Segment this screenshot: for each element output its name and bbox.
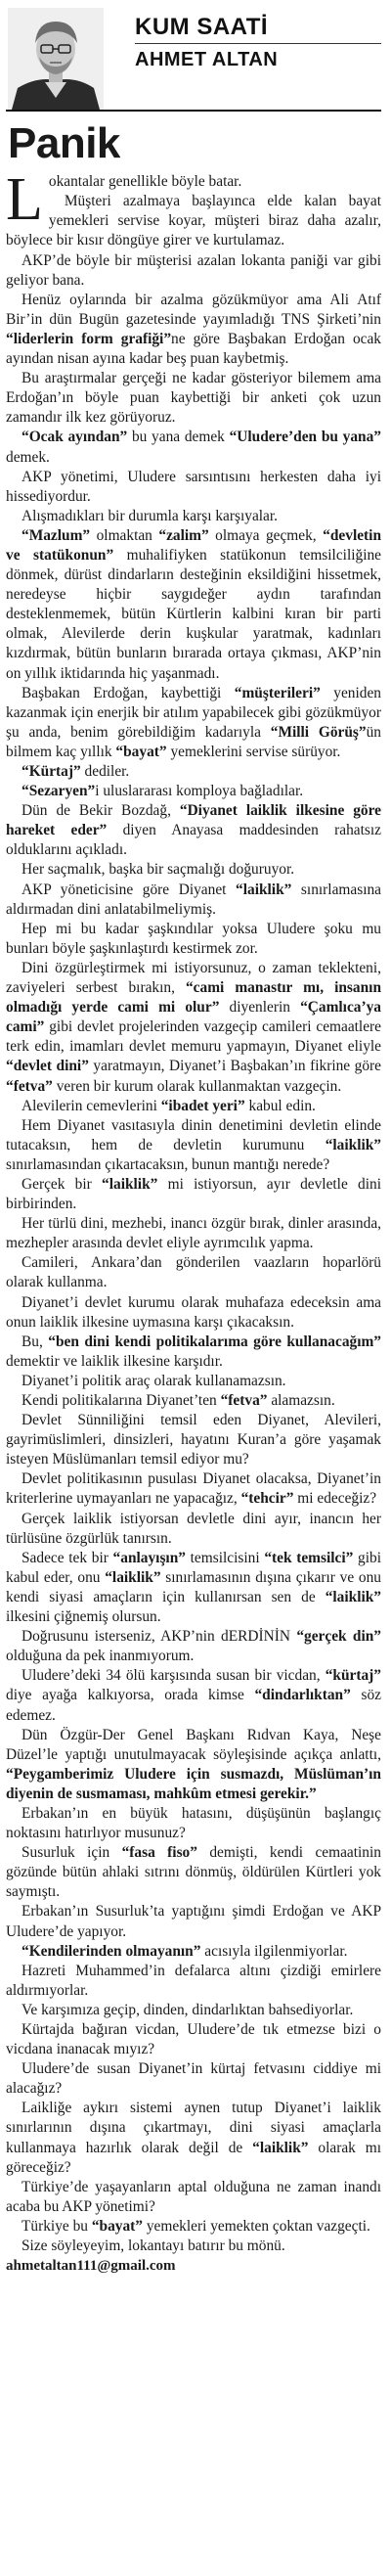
article-paragraph — [6, 428, 381, 467]
paragraph-text: olmaya geçmek, — [208, 526, 324, 544]
paragraph-text: mi edeceğiz? — [293, 1490, 377, 1508]
article-paragraph — [6, 2217, 381, 2237]
paragraph-text: Dün Özgür-Der Genel Başkanı Rıdvan Kaya, Neşe Düzel’le yaptığı unutulmayacak söyleşisinde açıkça anlattı, — [6, 1726, 381, 1763]
article-title: Panik — [8, 119, 120, 167]
article-paragraph — [6, 801, 381, 860]
paragraph-text: Doğrusunu isterseniz, AKP’nin dERDİNİN — [22, 1628, 297, 1646]
article-paragraph — [6, 1510, 381, 1549]
article-paragraph — [6, 291, 381, 369]
paragraph-text: Laikliğe aykırı sistemi aynen tutup Diyanet’i laiklik sınırlarının dışına çıkartmayı, dini siyasi amaçlarla kullanmaya hazırlık olarak değil de — [6, 2100, 381, 2156]
paragraph-text: Gerçek bir — [22, 1175, 103, 1193]
emphasis-text: “fasa fiso” — [121, 1844, 197, 1862]
drop-cap: L — [6, 166, 43, 234]
article-body — [6, 166, 382, 2256]
paragraph-text: sınırlamasının dışına çıkarır ve onu kendi siyasi amaçların için kullanırsan sen de — [6, 1568, 381, 1605]
article-paragraph — [6, 1333, 381, 1372]
emphasis-text: “laiklik” — [252, 2139, 309, 2156]
article-paragraph — [6, 1116, 381, 1175]
paragraph-text: Dini özgürleştirmek mi istiyorsunuz, o zaman teklekteni, zaviyeleri serbest bırakın, — [6, 959, 381, 997]
paragraph-text: demek. — [6, 448, 50, 466]
emphasis-text: “gerçek din” — [296, 1628, 381, 1646]
article-paragraph — [6, 1372, 381, 1391]
paragraph-text: demişti, kendi cemaatinin gözünde bütün ahlaki sıtrını dönmüş, öldürülen Kürtleri yok saymıştı. — [6, 1844, 381, 1901]
paragraph-text: demektir ve laiklik ilkesine karşıdır. — [6, 1352, 223, 1370]
paragraph-text: AKP yönetimi, Uludere sarsıntısını herkesten daha iyi hissediyordur. — [6, 468, 381, 505]
article-paragraph — [6, 1097, 381, 1116]
article-paragraph — [6, 468, 381, 507]
paragraph-text: Müşteri azalmaya başlayınca elde kalan bayat yemekleri servise koyar, müşteri biraz daha azalır, böylece bir kısır döngüye girer ve kurtulamaz. — [6, 193, 381, 249]
paragraph-text: Alevilerin cemevlerini — [22, 1097, 161, 1114]
emphasis-text: “ibadet yeri” — [160, 1097, 245, 1114]
author-portrait-image — [8, 8, 104, 110]
paragraph-text: bu yana demek — [127, 429, 230, 446]
article-paragraph — [6, 192, 381, 250]
emphasis-text: “anlayışın” — [112, 1549, 186, 1566]
emphasis-text: “dindarlıktan” — [254, 1687, 351, 1704]
paragraph-text: söz edemez. — [6, 1687, 381, 1724]
paragraph-text: yemeklerini servise sürüyor. — [166, 743, 341, 760]
paragraph-text: muhalifiyken statükonun temsilciliğine dönmek, dürüst dindarların desteğinin eksildiğini hissetmek, neredeyse hiçbir saygıdeğer aydın tarafından desteklenmemek, bütün Kürtlerin kalbini kıran bir parti olmak, Alevilerde derin kuşkular yaratmak, kadınları kızdırmak, bütün bunların bırarada ortaya çıkması, AKP’nin on yıllık iktidarında hiç yaşanmadı. — [6, 546, 381, 682]
column-name: KUM SAATİ — [135, 14, 269, 40]
emphasis-text: “Sezaryen” — [22, 783, 96, 800]
article-paragraph — [6, 1804, 381, 1843]
article-paragraph — [6, 920, 381, 959]
paragraph-text: Uludere’deki 34 ölü karşısında susan bir vicdan, — [22, 1667, 326, 1685]
paragraph-text: Sadece tek bir — [22, 1549, 113, 1566]
emphasis-text: “Milli Görüş” — [270, 723, 367, 741]
article-paragraph — [6, 1175, 381, 1214]
paragraph-text: AKP’de böyle bir müşterisi azalan lokanta paniği var gibi geliyor bana. — [6, 251, 381, 289]
paragraph-text: Kendi politikalarına Diyanet’ten — [22, 1392, 221, 1409]
emphasis-text: “Mazlum” — [22, 526, 91, 544]
article-paragraph — [6, 1962, 381, 2001]
article-paragraph — [6, 1214, 381, 1253]
article-paragraph — [6, 1726, 381, 1804]
article-paragraph — [6, 507, 381, 526]
emphasis-text: “bayat” — [91, 2217, 143, 2235]
paragraph-text: Diyanet’i devlet kurumu olarak muhafaza edeceksin ama onun laiklik ilkesine uymasına karşı çıkacaksın. — [6, 1293, 381, 1331]
paragraph-text: Gerçek laiklik istiyorsan devletle dini ayır, inancın her türlüsüne özgürlük tanırsın. — [6, 1510, 381, 1547]
author-name: AHMET ALTAN — [135, 49, 279, 70]
paragraph-text: acısıyla ilgilenmiyorlar. — [200, 1942, 348, 1960]
paragraph-text: diyenlerin — [219, 999, 301, 1017]
article-paragraph — [6, 1469, 381, 1509]
paragraph-text: diye ayağa kalkıyorsa, orada kimse — [6, 1687, 255, 1704]
emphasis-text: “devletin ve statükonun” — [6, 526, 382, 564]
article-paragraph — [6, 762, 381, 782]
article-paragraph — [6, 1253, 381, 1292]
emphasis-text: “Kendilerinden olmayanın” — [22, 1942, 201, 1960]
paragraph-text: Türkiye bu — [22, 2217, 92, 2235]
emphasis-text: “müşterileri” — [234, 684, 321, 701]
paragraph-text: Erbakan’ın en büyük hatasını, düşüşünün başlangıç noktasını hatırlıyor musunuz? — [6, 1804, 381, 1842]
paragraph-text: yaratmayın, Diyanet’i Başbakan’ın fikrine göre — [88, 1058, 381, 1075]
article-paragraph — [6, 1627, 381, 1666]
emphasis-text: “Çamlıca’ya cami” — [6, 999, 381, 1036]
paragraph-text: AKP yöneticisine göre Diyanet — [22, 881, 237, 898]
article-paragraph — [6, 1549, 381, 1627]
emphasis-text: “bayat” — [115, 743, 167, 760]
paragraph-text: Camileri, Ankara’dan gönderilen vaazların hoparlörü olarak kullanma. — [6, 1254, 381, 1291]
emphasis-text: “fetva” — [6, 1077, 53, 1095]
article-paragraph — [6, 1293, 381, 1333]
paragraph-text: alamazsın. — [267, 1392, 335, 1409]
emphasis-text: “Ocak ayından” — [22, 429, 128, 446]
paragraph-text: gibi kabul eder, onu — [6, 1549, 381, 1586]
paragraph-text: ün bilmem kaç yıllık — [6, 723, 381, 760]
paragraph-text: yeniden kazanmak için enerjik bir atılım yapabilecek gibi gözükmüyor şu anda, benim görebildiğim kadarıyla — [6, 684, 381, 741]
article-paragraph — [6, 1666, 381, 1725]
emphasis-text: “laiklik” — [236, 881, 292, 898]
paragraph-text: Hem Diyanet vasıtasıyla dinin denetimini devletin elinde tutacaksın, hem de devletin kurumunu — [6, 1116, 381, 1153]
paragraph-text: olduğuna da pek inanmıyorum. — [6, 1648, 195, 1665]
emphasis-text: “devlet dini” — [6, 1058, 89, 1075]
header-divider — [135, 43, 381, 44]
article-paragraph — [6, 1411, 381, 1469]
emphasis-text: “Peygamberimiz Uludere için susmazdı, Müslüman’ın diyenin de susmaması, mahkûm etmesi gerekir.” — [6, 1765, 381, 1802]
paragraph-text: Devlet Sünniliğini temsil eden Diyanet, Alevileri, gayrimüslimleri, dinsizleri, hayatını Kuran’a göre yaşamak isteyen Müslümanları temsil ediyor mu? — [6, 1412, 381, 1469]
paragraph-text: Devlet politikasının pusulası Diyanet olacaksa, Diyanet’in kriterlerine uymayanları ne yapacağız, — [6, 1470, 381, 1508]
paragraph-text: Ve karşımıza geçip, dinden, dindarlıktan bahsediyorlar. — [22, 2001, 354, 2018]
article-paragraph — [6, 251, 381, 291]
paragraph-text: Diyanet’i politik araç olarak kullanamazsın. — [22, 1372, 286, 1389]
paragraph-text: Kürtajda bağıran vicdan, Uludere’de tık etmezse bizi o vicdana inanacak mıyız? — [6, 2021, 381, 2058]
article-paragraph — [6, 782, 381, 801]
paragraph-text: Her saçmalık, başka bir saçmalığı doğuruyor. — [22, 861, 295, 879]
paragraph-text: diyen Anayasa maddesinden rahatsız olduklarını açıkladı. — [6, 822, 381, 859]
article-paragraph — [6, 684, 381, 762]
paragraph-text: Dün de Bekir Bozdağ, — [22, 802, 180, 820]
paragraph-text: i uluslararası komploya bağladılar. — [95, 783, 304, 800]
paragraph-text: olmaktan — [90, 526, 159, 544]
paragraph-text: veren bir kurum olarak kullanmaktan vazgeçin. — [52, 1077, 342, 1095]
paragraph-text: Hep mi bu kadar şaşkındılar yoksa Uludere şoku mu bunları böyle şaşkınlaştırdı kestirmek zor. — [6, 920, 381, 957]
paragraph-text: dediler. — [80, 763, 130, 780]
article-paragraph — [6, 881, 381, 920]
emphasis-text: “cami manastır mı, insanın olmadığı yerde cami mi olur” — [6, 979, 381, 1017]
emphasis-text: “laiklik” — [102, 1175, 158, 1193]
article-paragraph — [6, 2020, 381, 2059]
paragraph-text: Bu, — [22, 1333, 49, 1350]
paragraph-text: okantalar genellikle böyle batar. — [48, 173, 242, 191]
paragraph-text: ilkesini çiğnemiş olursun. — [6, 1608, 161, 1626]
article-paragraph — [6, 369, 381, 428]
emphasis-text: “laiklik” — [325, 1588, 381, 1605]
header-bottom-rule — [6, 110, 381, 112]
article-paragraph — [6, 2178, 381, 2217]
paragraph-text: Her türlü dini, mezhebi, inancı özgür bırak, dinler arasında, mezhepler arasında devlet eliyle ayrımcılık yapma. — [6, 1215, 381, 1252]
emphasis-text: “Uludere’den bu yana” — [229, 429, 381, 446]
paragraph-text: Başbakan Erdoğan, kaybettiği — [22, 684, 235, 701]
article-paragraph — [6, 1843, 381, 1902]
article-paragraph — [6, 2099, 381, 2177]
paragraph-text: sınırlamasından çıkartacaksın, bunun mantığı nerede? — [6, 1155, 330, 1173]
paragraph-text: kabul edin. — [244, 1097, 316, 1114]
article-paragraph — [6, 526, 381, 684]
emphasis-text: “Kürtaj” — [22, 763, 81, 780]
article-paragraph — [6, 1391, 381, 1411]
paragraph-text: Türkiye’de yaşayanların aptal olduğuna ne zaman inandı acaba bu AKP yönetimi? — [6, 2178, 381, 2215]
paragraph-text: Alışmadıkları bir durumla karşı karşıyalar. — [22, 507, 279, 524]
emphasis-text: “zalim” — [158, 526, 209, 544]
emphasis-text: “ben dini kendi politikalarıma göre kullanacağım” — [48, 1333, 381, 1350]
article-paragraph — [6, 959, 381, 1097]
paragraph-text: temsilcisini — [185, 1549, 265, 1566]
paragraph-text: yemekleri yemekten çoktan vazgeçti. — [142, 2217, 370, 2235]
article-paragraph — [6, 2001, 381, 2020]
author-portrait — [8, 8, 104, 110]
emphasis-text: “liderlerin form grafiği” — [6, 330, 172, 347]
paragraph-text: mi istiyorsun, ayır devletle dini birbirinden. — [6, 1175, 381, 1213]
paragraph-text: Hazreti Muhammed’in defalarca altını çizdiği emirlere aldırmıyorlar. — [6, 1962, 381, 1999]
emphasis-text: “laiklik” — [325, 1136, 381, 1153]
emphasis-text: “tehcir” — [240, 1490, 294, 1508]
article-paragraph — [6, 2237, 381, 2256]
emphasis-text: “fetva” — [220, 1392, 268, 1409]
paragraph-text: Uludere’de susan Diyanet’in kürtaj fetvasını ciddiye mi alacağız? — [6, 2060, 381, 2098]
paragraph-text: Susurluk için — [22, 1844, 122, 1862]
paragraph-text: Bu araştırmalar gerçeği ne kadar gösteriyor bilemem ama Erdoğan’ın böyle puan kaybettiği bir anketi çok uzun zamandır ilk kez görüyoruz. — [6, 370, 381, 427]
paragraph-text: sınırlamasına aldırmadan dini anlatabilmeliymiş. — [6, 881, 381, 918]
paragraph-text: olarak mı göreceğiz? — [6, 2139, 382, 2176]
emphasis-text: “kürtaj” — [325, 1667, 381, 1685]
paragraph-text: Size söyleyeyim, lokantayı batırır bu mönü. — [22, 2237, 285, 2255]
column-header — [6, 4, 381, 112]
emphasis-text: “Diyanet laiklik ilkesine göre hareket eder” — [6, 802, 381, 839]
author-email: ahmetaltan111@gmail.com — [6, 2258, 176, 2275]
paragraph-text: Erbakan’ın Susurluk’ta yaptığını şimdi Erdoğan ve AKP Uludere’de yapıyor. — [6, 1903, 381, 1940]
article-paragraph — [6, 1942, 381, 1962]
article-paragraph — [6, 860, 381, 880]
emphasis-text: “tek temsilci” — [264, 1549, 354, 1566]
paragraph-text: Henüz oylarında bir azalma gözükmüyor ama Ali Atıf Bir’in dün Bugün gazetesinde yayımladığı TNS Şirketi’nin — [6, 291, 381, 328]
article-paragraph — [6, 2059, 381, 2099]
emphasis-text: “laiklik” — [105, 1568, 161, 1586]
paragraph-text: gibi devlet projelerinden vazgeçip camileri cemaatlere terk edin, imamları devlet memuru yapmayın, Diyanet eliyle — [6, 1018, 381, 1056]
paragraph-text: ne göre Başbakan Erdoğan ocak ayından nisan ayına kadar beş puan kaybetmiş. — [6, 330, 382, 368]
article-paragraph — [6, 1902, 381, 1941]
